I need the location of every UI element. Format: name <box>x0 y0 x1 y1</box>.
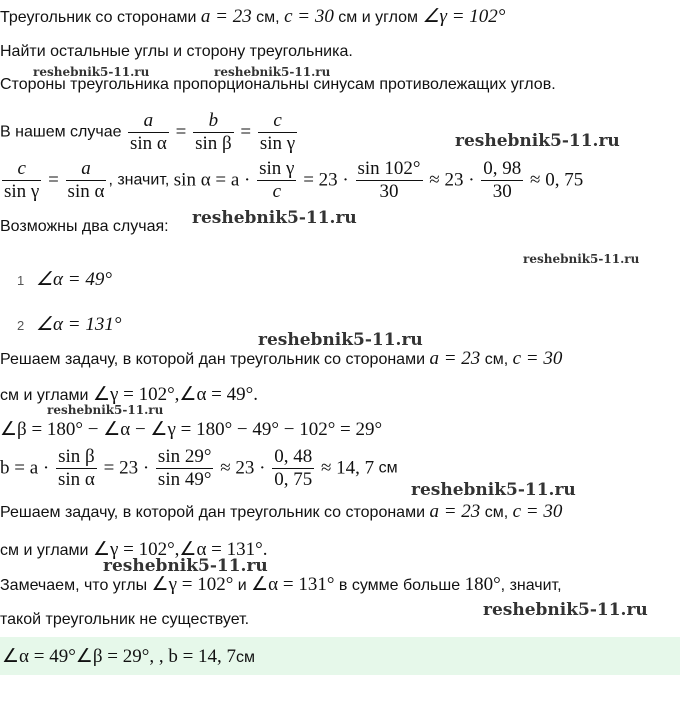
watermark: reshebnik5-11.ru <box>523 252 640 266</box>
law-of-sines-text: Стороны треугольника пропорциональны синусам противолежащих углов. <box>0 76 556 93</box>
watermark: reshebnik5-11.ru <box>47 403 164 417</box>
fraction: $\frac{a}{\text{sin α}}$ <box>67 158 105 202</box>
watermark: reshebnik5-11.ru <box>258 330 423 350</box>
watermark: reshebnik5-11.ru <box>192 208 357 228</box>
list-item: ∠α = 131° <box>36 314 122 335</box>
fraction: $\frac{\sin 29^\circ}{\sin 49^\circ}$ <box>157 446 212 490</box>
fraction: $\frac{c}{\text{sin γ}}$ <box>259 110 296 154</box>
answer-box <box>0 637 680 675</box>
fraction: $\frac{c}{\text{sin γ}}$ <box>4 158 40 202</box>
fraction: $\frac{b}{\text{sin β}}$ <box>195 110 232 154</box>
list-item: ∠α = 49° <box>36 269 112 290</box>
watermark: reshebnik5-11.ru <box>455 131 620 151</box>
list-number: 1 <box>17 273 25 288</box>
list-number: 2 <box>17 318 25 333</box>
watermark: reshebnik5-11.ru <box>411 480 576 500</box>
fraction: $\frac{\text{sin γ}}{c}$ <box>259 158 295 202</box>
case2-statement: Решаем задачу, в которой дан треугольник со сторонами a = 23 см, c = 30 <box>0 501 563 522</box>
watermark: reshebnik5-11.ru <box>103 556 268 576</box>
side-b-calc: b = a · $\frac{\text{sin β}}{\text{sin α}}$ = 23 · $\frac{\sin 29^\circ}{\sin 49^\circ}$ ≈ 23 · $\frac{0, 48}{0, 75}$ ≈ 14, 7 см <box>0 446 398 490</box>
fraction: $\frac{\text{sin β}}{\text{sin α}}$ <box>57 446 95 490</box>
case1-statement: Решаем задачу, в которой дан треугольник со сторонами a = 23 см, c = 30 <box>0 348 563 369</box>
watermark: reshebnik5-11.ru <box>214 65 331 79</box>
case2-angles: см и углами ∠γ = 102°,∠α = 131°. <box>0 539 268 560</box>
case2-conclusion: Замечаем, что углы ∠γ = 102° и ∠α = 131° в сумме больше 180°, значит, <box>0 574 562 595</box>
fraction: $\frac{0, 48}{0, 75}$ <box>274 446 313 490</box>
no-triangle-text: такой треугольник не существует. <box>0 611 250 628</box>
two-cases-text: Возможны два случая: <box>0 218 169 235</box>
beta-calc: ∠β = 180° − ∠α − ∠γ = 180° − 49° − 102° = 29° <box>0 419 383 440</box>
fraction: $\frac{\sin 102^\circ}{30}$ <box>357 158 421 202</box>
watermark: reshebnik5-11.ru <box>483 600 648 620</box>
task-text: Найти остальные углы и сторону треугольника. <box>0 43 353 60</box>
watermark: reshebnik5-11.ru <box>33 65 150 79</box>
fraction: $\frac{0, 98}{30}$ <box>483 158 522 202</box>
case1-angles: см и углами ∠γ = 102°,∠α = 49°. <box>0 384 258 405</box>
answer-unit: см <box>236 649 256 666</box>
answer-math: ∠α = 49°∠β = 29°, , b = 14, 7 <box>2 646 237 667</box>
sin-alpha-calc: $\frac{c}{\text{sin γ}}$ = $\frac{a}{\text{sin α}}$ , значит, sin α = a · $\frac{\text{sin γ}}{c}$ = 23 · $\frac{\sin 102^\circ}{30}$ ≈ 23 · $\frac{0, 98}{30}$ ≈ 0, 75 <box>4 158 584 202</box>
problem-statement: Треугольник со сторонами a = 23 см, c = 30 см и углом ∠γ = 102° <box>0 6 506 27</box>
fraction: $\frac{a}{\text{sin α}}$ <box>129 110 167 154</box>
proportion-line: В нашем случае $\frac{a}{\text{sin α}}$ = $\frac{b}{\text{sin β}}$ = $\frac{c}{\text{sin γ}}$ <box>0 110 296 154</box>
